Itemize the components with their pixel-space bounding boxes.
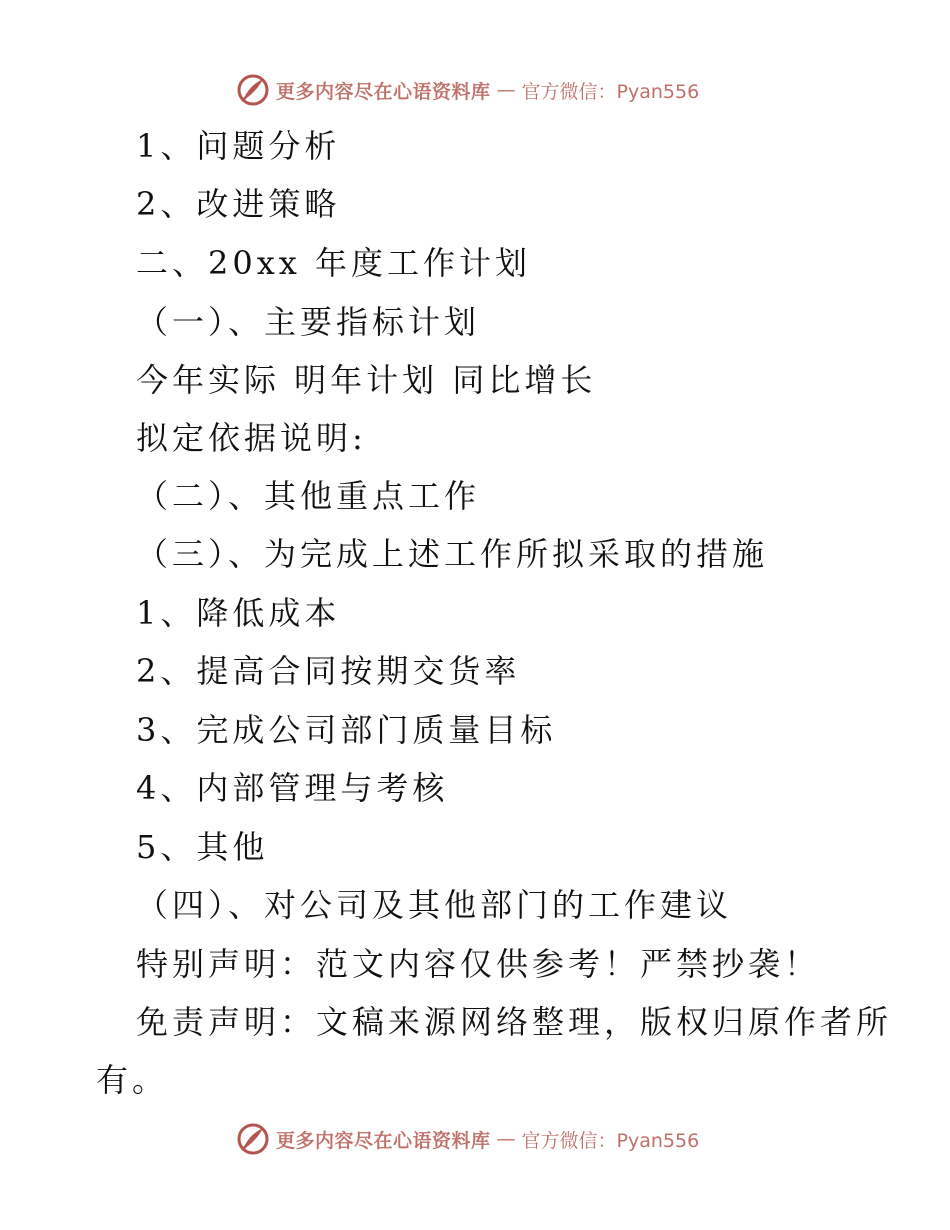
banner-separator: — [496,1128,516,1150]
item-problem-analysis: 1、问题分析 [136,127,341,165]
measure-delivery-rate: 2、提高合同按期交货率 [136,652,521,690]
subsection-suggestions: （四）、对公司及其他部门的工作建议 [136,886,733,924]
subsection-other-key-work: （二）、其他重点工作 [136,477,481,515]
header-banner [236,72,699,108]
banner-slogan: 更多内容尽在心语资料库 [276,80,491,103]
item-improvement-strategy: 2、改进策略 [136,185,341,223]
quill-pen-logo-icon [236,73,270,107]
banner-wechat: 官方微信：Pyan556 [521,80,700,103]
measure-other: 5、其他 [136,828,269,866]
disclaimer-statement-continued: 有。 [96,1061,169,1099]
measure-quality-target: 3、完成公司部门质量目标 [136,711,557,749]
indicators-table-header: 今年实际 明年计划 同比增长 [136,361,597,399]
quill-pen-logo-icon [236,1122,270,1156]
banner-wechat: 官方微信：Pyan556 [521,1129,700,1152]
banner-separator: — [496,79,516,101]
basis-explanation: 拟定依据说明: [136,419,367,457]
special-statement: 特别声明：范文内容仅供参考！严禁抄袭！ [136,945,821,983]
subsection-main-indicators: （一）、主要指标计划 [136,303,481,341]
measure-internal-management: 4、内部管理与考核 [136,769,449,807]
disclaimer-statement: 免责声明：文稿来源网络整理，版权归原作者所 [136,1003,893,1041]
subsection-measures: （三）、为完成上述工作所拟采取的措施 [136,535,769,573]
section-annual-plan-heading: 二、20xx 年度工作计划 [136,244,531,282]
footer-banner [236,1121,699,1157]
measure-reduce-cost: 1、降低成本 [136,594,341,632]
banner-slogan: 更多内容尽在心语资料库 [276,1129,491,1152]
